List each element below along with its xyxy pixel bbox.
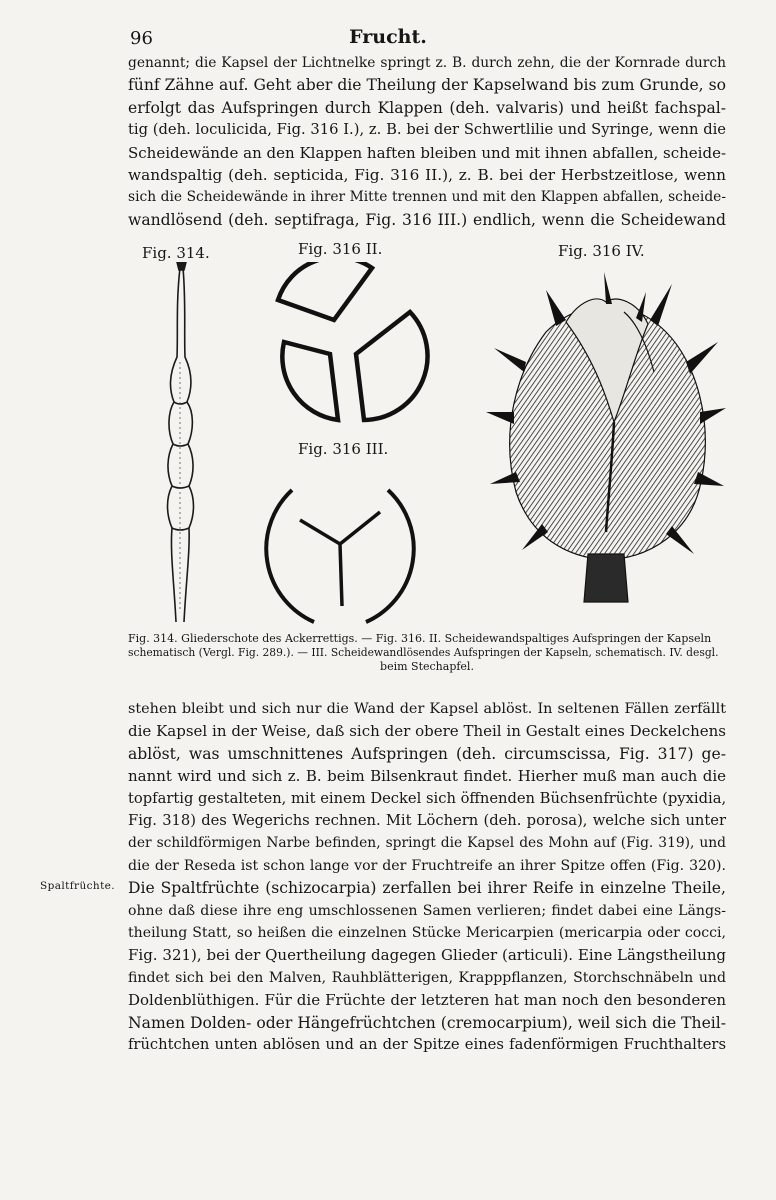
top-paragraph (128, 52, 726, 231)
text-line: Namen Dolden- oder Hängefrüchtchen (cremocarpium), weil sich die Theil- (128, 1013, 727, 1032)
fig-316-3-label: Fig. 316 III. (298, 440, 389, 458)
text-line: genannt; die Kapsel der Lichtnelke springt z. B. durch zehn, die der Kornrade durch (128, 55, 726, 71)
fig-316-3-illustration (250, 462, 430, 632)
text-line: erfolgt das Aufspringen durch Klappen (deh. valvaris) und heißt fachspal- (128, 98, 726, 117)
text-line: die der Reseda ist schon lange vor der Fruchtreife an ihrer Spitze offen (Fig. 320). (128, 857, 726, 874)
text-line: früchtchen unten ablösen und an der Spitze eines fadenförmigen Fruchthalters (128, 1036, 726, 1054)
fig-316-2-label: Fig. 316 II. (298, 240, 383, 258)
text-line: topfartig gestalteten, mit einem Deckel sich öffnenden Büchsenfrüchte (pyxidia, (128, 789, 727, 807)
fig-314-label: Fig. 314. (142, 244, 210, 262)
running-title: Frucht. (349, 26, 427, 48)
caption-line: schematisch (Vergl. Fig. 289.). — III. Scheidewandlösendes Aufspringen der Kapseln, schematisch. IV. desgl. (128, 646, 719, 659)
text-line: tig (deh. loculicida, Fig. 316 I.), z. B. bei der Schwertlilie und Syringe, wenn die (128, 121, 726, 139)
fig-316-4-label: Fig. 316 IV. (558, 242, 645, 260)
text-line: die Kapsel in der Weise, daß sich der obere Theil in Gestalt eines Deckelchens (128, 722, 726, 741)
text-line: Fig. 321), bei der Quertheilung dagegen Glieder (articuli). Eine Längstheilung (128, 946, 726, 965)
caption-line: Fig. 314. Gliederschote des Ackerrettigs. — Fig. 316. II. Scheidewandspaltiges Aufspringen der Kapseln (128, 632, 712, 645)
text-line: findet sich bei den Malven, Rauhblätterigen, Krapppflanzen, Storchschnäbeln und (128, 969, 726, 986)
text-line: nannt wird und sich z. B. beim Bilsenkraut findet. Hierher muß man auch die (128, 767, 726, 786)
text-line: Die Spaltfrüchte (schizocarpia) zerfallen bei ihrer Reife in einzelne Theile, (128, 879, 726, 898)
caption-line: beim Stechapfel. (380, 660, 474, 673)
text-line: Doldenblüthigen. Für die Früchte der letzteren hat man noch den besonderen (128, 991, 726, 1010)
bottom-paragraph (128, 698, 726, 1057)
text-line: der schildförmigen Narbe befinden, springt die Kapsel des Mohn auf (Fig. 319), und (128, 835, 726, 852)
text-line: ohne daß diese ihre eng umschlossenen Samen verlieren; findet dabei eine Längs- (128, 902, 726, 919)
text-line: theilung Statt, so heißen die einzelnen Stücke Mericarpien (mericarpia oder cocci, (128, 925, 726, 942)
text-line: Scheidewände an den Klappen haften bleiben und mit ihnen abfallen, scheide- (128, 143, 727, 162)
text-line: Fig. 318) des Wegerichs rechnen. Mit Löchern (deh. porosa), welche sich unter (128, 812, 726, 830)
fig-314-pod-illustration (150, 262, 210, 630)
figure-caption (128, 632, 726, 674)
text-line: stehen bleibt und sich nur die Wand der Kapsel ablöst. In seltenen Fällen zerfällt (128, 701, 726, 717)
text-line: wandspaltig (deh. septicida, Fig. 316 II.), z. B. bei der Herbstzeitlose, wenn (128, 166, 726, 185)
text-line: sich die Scheidewände in ihrer Mitte trennen und mit den Klappen abfallen, scheide- (128, 189, 726, 206)
text-line: wandlösend (deh. septifraga, Fig. 316 III.) endlich, wenn die Scheidewand (128, 210, 726, 229)
fig-316-2-illustration (260, 262, 430, 432)
fig-316-4-thorn-apple-illustration (486, 262, 726, 607)
text-line: ablöst, was umschnittenes Aufspringen (deh. circumscissa, Fig. 317) ge- (128, 744, 726, 763)
text-line: fünf Zähne auf. Geht aber die Theilung der Kapselwand bis zum Grunde, so (128, 76, 726, 95)
margin-note: Spaltfrüchte. (40, 880, 116, 892)
page-number: 96 (130, 28, 153, 49)
